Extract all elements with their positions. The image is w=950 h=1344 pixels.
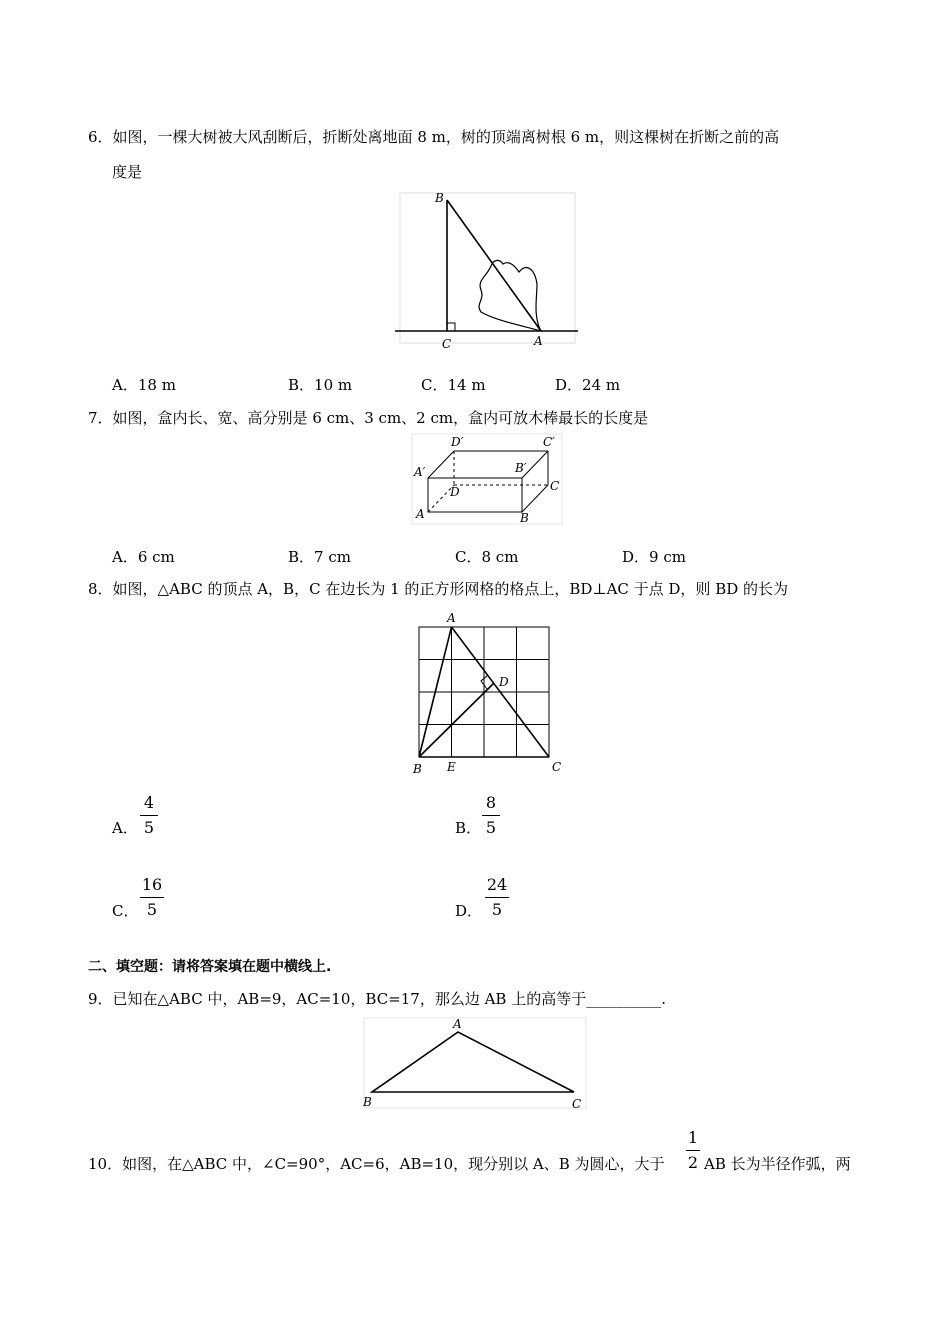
q7-label-bp: B′ bbox=[515, 461, 527, 475]
q8-option-c-numerator: 16 bbox=[141, 875, 163, 894]
q8-label-c: C bbox=[552, 760, 562, 774]
q6-label-a: A bbox=[534, 334, 543, 348]
q6-label-c: C bbox=[442, 337, 452, 351]
q7-label-c: C bbox=[550, 479, 560, 493]
q8-option-d-denominator: 5 bbox=[491, 900, 503, 919]
q7-option-c[interactable]: C．8 cm bbox=[455, 548, 519, 566]
q8-option-d-fraction[interactable] bbox=[485, 876, 509, 919]
q6-broken-top bbox=[447, 200, 541, 331]
q6-figure-border bbox=[400, 193, 575, 343]
q8-option-b-numerator: 8 bbox=[485, 793, 497, 812]
q6-option-c[interactable]: C．14 m bbox=[421, 376, 486, 394]
q9-label-a: A bbox=[453, 1017, 462, 1031]
q7-front-face bbox=[428, 478, 522, 512]
q7-edge-b-c bbox=[522, 485, 548, 512]
q7-label-ap: A′ bbox=[414, 465, 426, 479]
q9-figure-border bbox=[364, 1018, 586, 1108]
q10-text-pre: 10．如图，在△ABC 中，∠C=90°，AC=6，AB=10，现分别以 A、B 为圆心，大于 bbox=[88, 1155, 665, 1173]
q6-figure bbox=[395, 188, 580, 353]
q7-option-b[interactable]: B．7 cm bbox=[288, 548, 351, 566]
q7-text: 7．如图，盒内长、宽、高分别是 6 cm、3 cm、2 cm，盒内可放木棒最长的长度是 bbox=[88, 409, 649, 427]
q10-fraction-numerator: 1 bbox=[687, 1128, 699, 1147]
q9-text: 9．已知在△ABC 中，AB=9，AC=10，BC=17，那么边 AB 上的高等于__________. bbox=[88, 990, 666, 1008]
q7-box-figure bbox=[410, 432, 565, 527]
q8-option-b-denominator: 5 bbox=[485, 818, 497, 837]
q6-option-b[interactable]: B．10 m bbox=[288, 376, 353, 394]
q8-option-a-numerator: 4 bbox=[143, 793, 155, 812]
q6-option-d[interactable]: D．24 m bbox=[555, 376, 621, 394]
q7-label-b: B bbox=[520, 511, 529, 525]
q7-option-d[interactable]: D．9 cm bbox=[622, 548, 686, 566]
q8-segment-bd bbox=[419, 683, 494, 757]
q7-label-cp: C′ bbox=[543, 435, 555, 449]
q7-option-a[interactable]: A．6 cm bbox=[112, 548, 175, 566]
q8-option-b-fraction[interactable] bbox=[482, 794, 500, 837]
q8-option-a-fraction[interactable] bbox=[140, 794, 158, 837]
q9-triangle-abc bbox=[372, 1032, 574, 1092]
q6-text-line1: 6．如图，一棵大树被大风刮断后，折断处离地面 8 m，树的顶端离树根 6 m，则这棵树在折断之前的高 bbox=[88, 128, 780, 146]
q7-label-d: D bbox=[450, 485, 460, 499]
q6-right-angle-mark bbox=[447, 323, 455, 331]
q8-option-a-letter[interactable]: A． bbox=[112, 819, 138, 837]
q10-fraction-denominator: 2 bbox=[687, 1153, 699, 1172]
section-heading-fill-in: 二、填空题：请将答案填在题中横线上. bbox=[88, 959, 332, 975]
q8-label-e: E bbox=[447, 760, 456, 774]
q7-label-dp: D′ bbox=[451, 435, 464, 449]
q9-label-b: B bbox=[363, 1095, 372, 1109]
q9-label-c: C bbox=[572, 1097, 582, 1111]
q7-figure-border bbox=[412, 434, 562, 524]
q8-option-c-denominator: 5 bbox=[146, 900, 158, 919]
fraction-bar bbox=[686, 1150, 700, 1151]
fraction-bar bbox=[482, 815, 500, 816]
q8-option-d-numerator: 24 bbox=[486, 875, 508, 894]
fraction-bar bbox=[140, 897, 164, 898]
q10-text-post: AB 长为半径作弧，两 bbox=[704, 1155, 851, 1173]
q8-grid-figure bbox=[405, 612, 575, 777]
q6-text-line2: 度是 bbox=[112, 163, 143, 181]
q6-option-a[interactable]: A．18 m bbox=[112, 376, 176, 394]
q8-label-d: D bbox=[499, 675, 509, 689]
fraction-bar bbox=[140, 815, 158, 816]
fraction-bar bbox=[485, 897, 509, 898]
q8-option-a-denominator: 5 bbox=[143, 818, 155, 837]
q8-option-b-letter[interactable]: B． bbox=[455, 819, 482, 837]
q8-option-c-letter[interactable]: C． bbox=[112, 902, 139, 920]
q6-label-b: B bbox=[435, 191, 444, 205]
q8-label-a: A bbox=[447, 611, 456, 625]
q8-option-c-fraction[interactable] bbox=[140, 876, 164, 919]
q7-edge-ap-dp bbox=[428, 451, 454, 478]
q6-leaf-shape bbox=[479, 260, 541, 331]
q8-text: 8．如图，△ABC 的顶点 A，B，C 在边长为 1 的正方形网格的格点上，BD⊥AC 于点 D，则 BD 的长为 bbox=[88, 580, 789, 598]
q7-label-a: A bbox=[416, 507, 425, 521]
q9-triangle-figure bbox=[358, 1014, 590, 1112]
q8-option-d-letter[interactable]: D． bbox=[455, 902, 483, 920]
q8-label-b: B bbox=[413, 762, 422, 776]
q10-fraction-half bbox=[686, 1129, 700, 1172]
